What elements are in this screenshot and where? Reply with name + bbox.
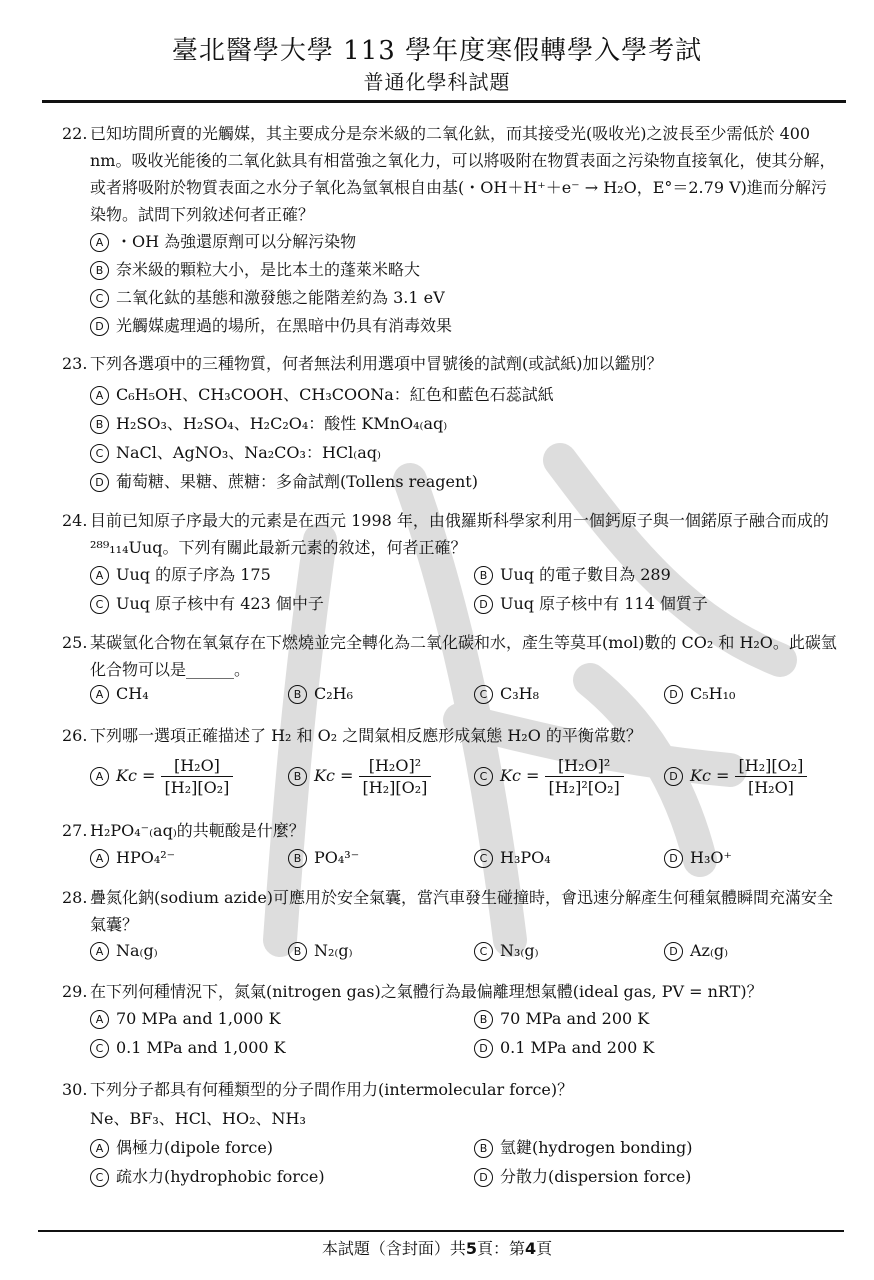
option-24-a[interactable]: [90, 562, 271, 585]
option-23-b[interactable]: [90, 411, 447, 434]
option-label: C: [90, 289, 109, 308]
question-22: [62, 120, 842, 228]
option-label: D: [474, 1039, 493, 1058]
fraction-denominator: [H₂]²[O₂]: [548, 778, 620, 797]
option-label: C: [474, 767, 493, 786]
option-label: A: [90, 849, 109, 868]
option-text: Uuq 原子核中有 423 個中子: [116, 594, 324, 613]
option-text: Uuq 的原子序為 175: [116, 565, 271, 584]
option-label: A: [90, 566, 109, 585]
question-29: [62, 978, 842, 1005]
option-30-b[interactable]: [474, 1135, 693, 1158]
option-label: B: [90, 415, 109, 434]
option-label: C: [90, 444, 109, 463]
question-text: 在下列何種情況下，氮氣(nitrogen gas)之氣體行為最偏離理想氣體(ideal gas, PV = nRT)？: [90, 982, 763, 1001]
option-text: 奈米級的顆粒大小，是比本土的蓬萊米略大: [116, 260, 421, 279]
option-27-c[interactable]: [474, 848, 551, 868]
question-text: H₂PO₄⁻₍aq₎的共軛酸是什麼？: [90, 821, 305, 840]
option-label: C: [90, 1168, 109, 1187]
option-30-d[interactable]: [474, 1164, 691, 1187]
option-28-d[interactable]: [664, 941, 728, 961]
option-label: D: [90, 473, 109, 492]
option-text: 0.1 MPa and 1,000 K: [116, 1038, 286, 1057]
option-label: B: [288, 942, 307, 961]
option-text: NaCl、AgNO₃、Na₂CO₃：HCl₍aq₎: [116, 443, 381, 462]
fraction: [735, 756, 808, 797]
option-text: HPO₄²⁻: [116, 848, 176, 867]
option-24-d[interactable]: [474, 591, 708, 614]
option-29-a[interactable]: [90, 1009, 281, 1029]
option-label: D: [474, 1168, 493, 1187]
question-text: 目前已知原子序最大的元素是在西元 1998 年，由俄羅斯科學家利用一個鈣原子與一個鍩原子融合而成的 ²⁸⁹₁₁₄Uuq。下列有關此最新元素的敘述，何者正確？: [90, 511, 829, 557]
option-label: B: [288, 849, 307, 868]
option-22-b[interactable]: [90, 257, 420, 280]
question-number: 23.: [62, 354, 88, 373]
question-text: 下列哪一選項正確描述了 H₂ 和 O₂ 之間氣相反應形成氣態 H₂O 的平衡常數？: [90, 726, 642, 745]
option-label: A: [90, 685, 109, 704]
option-22-c[interactable]: [90, 285, 445, 308]
option-text: 光觸媒處理過的場所，在黑暗中仍具有消毒效果: [116, 316, 453, 335]
option-text: H₃PO₄: [500, 848, 551, 867]
option-text: C₂H₆: [314, 684, 354, 703]
option-30-a[interactable]: [90, 1135, 273, 1158]
option-25-c[interactable]: [474, 684, 539, 704]
footer-current-page: 4: [525, 1239, 537, 1258]
footer-total-pages: 5: [465, 1239, 477, 1258]
question-30: [62, 1076, 842, 1103]
option-28-b[interactable]: [288, 941, 353, 961]
option-23-a[interactable]: [90, 382, 554, 405]
option-text: Uuq 的電子數目為 289: [500, 565, 671, 584]
option-label: C: [474, 849, 493, 868]
option-28-a[interactable]: [90, 941, 158, 961]
option-29-d[interactable]: [474, 1038, 654, 1058]
option-label: B: [288, 685, 307, 704]
option-label: D: [90, 317, 109, 336]
option-label: A: [90, 942, 109, 961]
question-text: 下列各選項中的三種物質，何者無法利用選項中冒號後的試劑(或試紙)加以鑑別？: [90, 354, 663, 373]
option-27-b[interactable]: [288, 848, 359, 868]
option-26-c[interactable]: [474, 756, 624, 797]
option-text: 葡萄糖、果糖、蔗糖：多侖試劑(Tollens reagent): [116, 472, 478, 491]
molecule-list: Ne、BF₃、HCl、HO₂、NH₃: [90, 1109, 306, 1128]
question-number: 28.: [62, 888, 88, 907]
fraction: [161, 756, 234, 797]
option-label: D: [664, 942, 683, 961]
question-text: 已知坊間所賣的光觸媒，其主要成分是奈米級的二氧化鈦，而其接受光(吸收光)之波長至少需低於 400 nm。吸收光能後的二氧化鈦具有相當強之氧化力，可以將吸附在物質表面之污染物直接氧化，使其分解，或者將吸附於物質表面之水分子氧化為氫氧根自由基(・OH＋H⁺＋e⁻ → H₂O，E°＝2.79 V)進而分解污染物。試問下列敘述何者正確？: [90, 124, 836, 224]
question-number: 26.: [62, 726, 88, 745]
option-28-c[interactable]: [474, 941, 539, 961]
fraction-denominator: [H₂][O₂]: [362, 778, 428, 797]
option-26-d[interactable]: [664, 756, 807, 797]
fraction-denominator: [H₂][O₂]: [164, 778, 230, 797]
option-label: A: [90, 233, 109, 252]
option-23-c[interactable]: [90, 440, 381, 463]
option-label: A: [90, 1139, 109, 1158]
footer-suffix: 頁: [536, 1239, 553, 1258]
option-label: D: [664, 849, 683, 868]
question-number: 30.: [62, 1080, 88, 1099]
option-26-a[interactable]: [90, 756, 233, 797]
option-text: 70 MPa and 200 K: [500, 1009, 650, 1028]
fraction-numerator: [H₂][O₂]: [735, 756, 808, 777]
option-text: Uuq 原子核中有 114 個質子: [500, 594, 708, 613]
fraction-numerator: [H₂O]: [161, 756, 234, 777]
option-text: N₂₍g₎: [314, 941, 353, 960]
option-label: C: [474, 942, 493, 961]
question-23: [62, 350, 842, 377]
question-text: 某碳氫化合物在氧氣存在下燃燒並完全轉化為二氧化碳和水，產生等莫耳(mol)數的 CO₂ 和 H₂O。此碳氫化合物可以是______。: [90, 633, 837, 679]
question-26: [62, 722, 842, 749]
option-22-a[interactable]: [90, 229, 356, 252]
option-text: 氫鍵(hydrogen bonding): [500, 1138, 693, 1157]
option-label: C: [90, 1039, 109, 1058]
footer-prefix: 本試題（含封面）共: [321, 1239, 466, 1258]
option-text: Az₍g₎: [690, 941, 729, 960]
option-label: D: [664, 685, 683, 704]
option-label: A: [90, 386, 109, 405]
question-27: [62, 817, 842, 844]
option-label: B: [288, 767, 307, 786]
page-footer: [0, 1236, 874, 1259]
option-25-d[interactable]: [664, 684, 735, 704]
fraction-numerator: [H₂O]²: [545, 756, 624, 777]
option-24-b[interactable]: [474, 562, 671, 585]
option-text: 0.1 MPa and 200 K: [500, 1038, 655, 1057]
kc-label: Kc =: [116, 766, 156, 785]
option-text: 二氧化鈦的基態和激發態之能階差約為 3.1 eV: [116, 288, 445, 307]
question-number: 24.: [62, 511, 88, 530]
option-text: C₃H₈: [500, 684, 540, 703]
option-29-b[interactable]: [474, 1009, 649, 1029]
footer-middle: 頁：第: [476, 1239, 525, 1258]
option-label: C: [90, 595, 109, 614]
question-28: [62, 884, 842, 938]
option-text: 疏水力(hydrophobic force): [116, 1167, 325, 1186]
option-label: C: [474, 685, 493, 704]
option-label: B: [474, 566, 493, 585]
option-label: B: [474, 1010, 493, 1029]
fraction: [359, 756, 432, 797]
option-29-c[interactable]: [90, 1038, 286, 1058]
fraction-denominator: [H₂O]: [747, 778, 794, 797]
option-text: N₃₍g₎: [500, 941, 539, 960]
kc-label: Kc =: [690, 766, 730, 785]
option-23-d[interactable]: [90, 469, 478, 492]
question-number: 22.: [62, 124, 88, 143]
option-25-b[interactable]: [288, 684, 353, 704]
exam-subject: 普通化學科試題: [363, 70, 511, 94]
question-number: 25.: [62, 633, 88, 652]
option-label: B: [474, 1139, 493, 1158]
fraction: [545, 756, 624, 797]
option-25-a[interactable]: [90, 684, 149, 704]
option-text: Na₍g₎: [116, 941, 158, 960]
option-text: 偶極力(dipole force): [116, 1138, 274, 1157]
option-27-d[interactable]: [664, 848, 732, 868]
option-text: H₃O⁺: [690, 848, 732, 867]
option-text: H₂SO₃、H₂SO₄、H₂C₂O₄：酸性 KMnO₄₍aq₎: [116, 414, 448, 433]
kc-label: Kc =: [314, 766, 354, 785]
option-label: D: [664, 767, 683, 786]
option-label: D: [474, 595, 493, 614]
question-text: 疊氮化鈉(sodium azide)可應用於安全氣囊，當汽車發生碰撞時，會迅速分解產生何種氣體瞬間充滿安全氣囊？: [90, 888, 834, 934]
question-number: 27.: [62, 821, 88, 840]
option-text: C₅H₁₀: [690, 684, 736, 703]
header-divider: [42, 100, 846, 103]
option-text: ・OH 為強還原劑可以分解污染物: [116, 232, 357, 251]
option-30-c[interactable]: [90, 1164, 325, 1187]
option-label: A: [90, 767, 109, 786]
question-24: [62, 507, 842, 561]
footer-divider: [38, 1230, 844, 1232]
option-text: C₆H₅OH、CH₃COOH、CH₃COONa：紅色和藍色石蕊試紙: [116, 385, 554, 404]
option-26-b[interactable]: [288, 756, 431, 797]
kc-label: Kc =: [500, 766, 540, 785]
option-text: CH₄: [116, 684, 149, 703]
option-label: B: [90, 261, 109, 280]
option-22-d[interactable]: [90, 313, 452, 336]
option-27-a[interactable]: [90, 848, 175, 868]
option-text: PO₄³⁻: [314, 848, 360, 867]
option-label: A: [90, 1010, 109, 1029]
option-text: 分散力(dispersion force): [500, 1167, 692, 1186]
question-25: [62, 629, 842, 683]
fraction-numerator: [H₂O]²: [359, 756, 432, 777]
option-24-c[interactable]: [90, 591, 324, 614]
question-number: 29.: [62, 982, 88, 1001]
option-text: 70 MPa and 1,000 K: [116, 1009, 281, 1028]
exam-title: 臺北醫學大學 113 學年度寒假轉學入學考試: [171, 36, 703, 66]
question-text: 下列分子都具有何種類型的分子間作用力(intermolecular force)？: [90, 1080, 574, 1099]
